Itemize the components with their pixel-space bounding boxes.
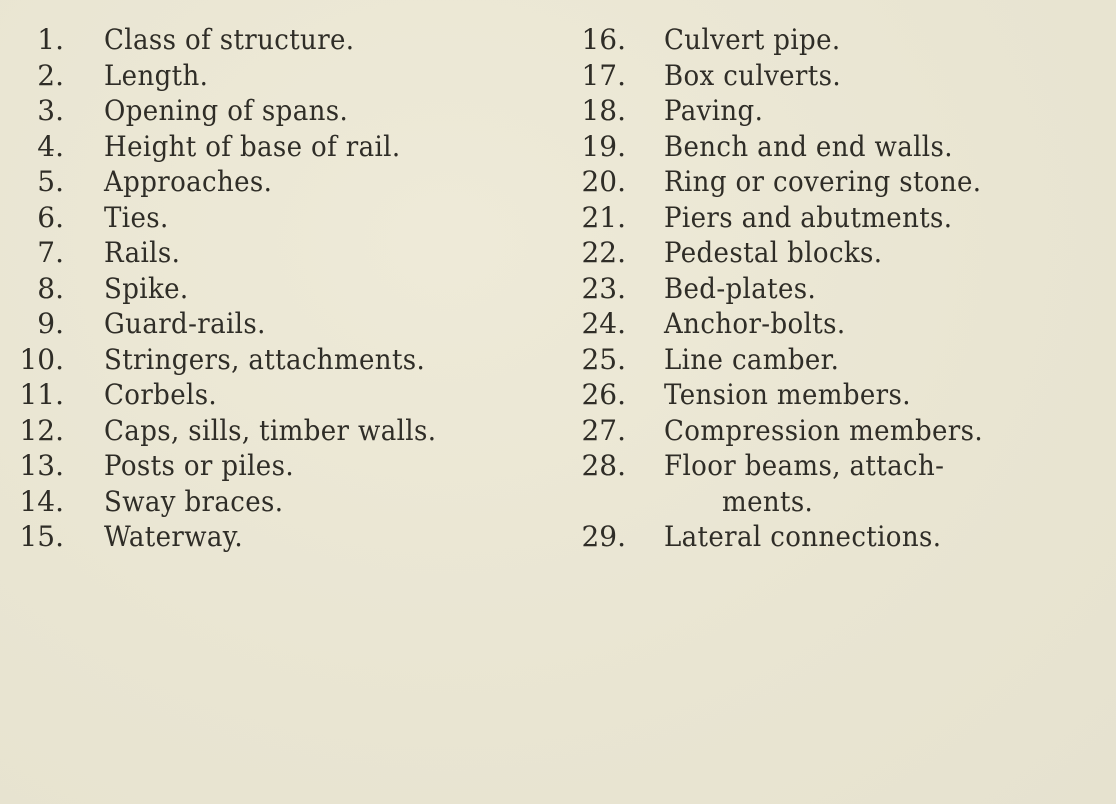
item-label: Caps, sills, timber walls. [104,413,437,447]
list-item [0,235,560,271]
list-item [560,164,1116,200]
list-item [560,448,1116,484]
item-number: 26. [581,378,626,411]
list-item [560,200,1116,236]
list-item [560,22,1116,58]
list-item [560,413,1116,449]
item-label: Class of structure. [104,23,355,56]
list-item [0,377,560,413]
list-item [0,200,560,236]
item-number: 23. [581,271,626,305]
item-number: 3. [37,94,64,127]
item-number: 6. [37,200,64,234]
item-number: 13. [19,449,64,482]
list-item [560,235,1116,271]
list-item [0,22,560,58]
list-item [0,448,560,484]
item-number: 12. [19,413,64,447]
item-number: 5. [37,165,64,198]
item-label: Length. [104,58,209,92]
list-item [560,342,1116,378]
item-label: Box culverts. [664,58,841,92]
item-label: Bench and end walls. [664,129,953,163]
item-number: 19. [581,129,626,163]
list-item [0,129,560,165]
list-item [0,484,560,520]
item-number: 24. [581,307,626,340]
item-label: Approaches. [104,165,273,198]
item-number: 27. [581,413,626,447]
item-label: Corbels. [104,378,218,411]
item-label: Bed-plates. [664,271,817,305]
item-number: 1. [37,23,64,56]
item-label: Sway braces. [104,484,284,518]
item-label: Floor beams, attach- [664,449,945,482]
item-label: Piers and abutments. [664,200,953,234]
item-label: Spike. [104,271,189,305]
item-number: 2. [37,58,64,92]
list-item [0,271,560,307]
item-number: 4. [37,129,64,163]
item-number: 17. [581,58,626,92]
left-column-list [0,22,560,555]
item-number: 11. [19,378,64,411]
item-label: Rails. [104,236,181,269]
item-label: Height of base of rail. [104,129,401,163]
item-number: 22. [581,236,626,269]
item-number: 25. [581,342,626,376]
item-number: 15. [19,520,64,553]
item-label: Ties. [104,200,169,234]
list-item [0,164,560,200]
item-label: Anchor-bolts. [664,307,846,340]
item-label: Waterway. [104,520,244,553]
list-item [560,519,1116,555]
right-column-list [560,22,1116,555]
item-label-continuation: ments. [722,484,814,518]
list-item [0,519,560,555]
item-label: Pedestal blocks. [664,236,883,269]
item-label: Line camber. [664,342,840,376]
item-label: Paving. [664,94,764,127]
item-label: Compression members. [664,413,984,447]
list-item [560,271,1116,307]
item-number: 20. [581,165,626,198]
item-label: Culvert pipe. [664,23,841,56]
item-number: 10. [19,342,64,376]
list-item [560,58,1116,94]
item-label: Ring or covering stone. [664,165,982,198]
list-item [560,306,1116,342]
item-number: 29. [581,520,626,553]
list-item [0,306,560,342]
item-number: 16. [581,23,626,56]
list-item [0,413,560,449]
item-number: 8. [37,271,64,305]
item-number: 9. [37,307,64,340]
item-label: Lateral connections. [664,520,942,553]
list-item-continuation [560,484,1116,520]
list-item [0,58,560,94]
list-item [560,129,1116,165]
item-number: 14. [19,484,64,518]
list-item [0,342,560,378]
item-label: Opening of spans. [104,94,349,127]
list-item [560,377,1116,413]
item-label: Tension members. [664,378,911,411]
item-number: 7. [37,236,64,269]
list-item [560,93,1116,129]
item-number: 21. [581,200,626,234]
list-item [0,93,560,129]
item-number: 28. [581,449,626,482]
item-label: Guard-rails. [104,307,266,340]
item-label: Posts or piles. [104,449,294,482]
item-number: 18. [581,94,626,127]
item-label: Stringers, attachments. [104,342,426,376]
